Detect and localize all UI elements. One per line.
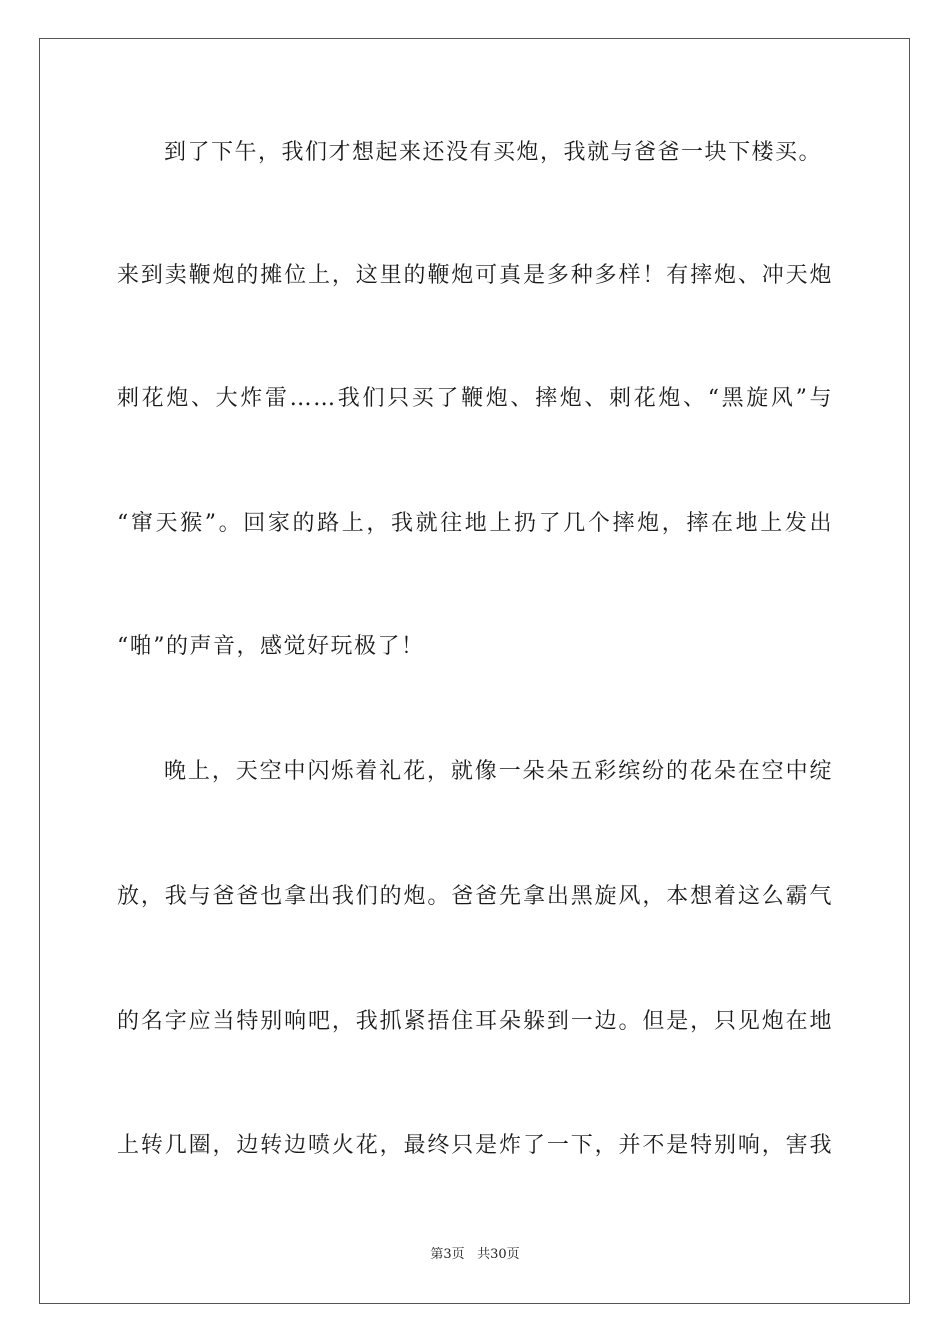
paragraph-line: “窜天猴”。回家的路上，我就往地上扔了几个摔炮，摔在地上发出: [117, 511, 833, 536]
page-footer: [0, 1246, 950, 1264]
paragraph-line: 刺花炮、大炸雷……我们只买了鞭炮、摔炮、刺花炮、“黑旋风”与: [117, 386, 833, 411]
paragraph-line: “啪”的声音，感觉好玩极了！: [117, 634, 425, 659]
paragraph-line: 放，我与爸爸也拿出我们的炮。爸爸先拿出黑旋风，本想着这么霸气: [117, 884, 833, 909]
paragraph-line: 上转几圈，边转边喷火花，最终只是炸了一下，并不是特别响，害我: [117, 1133, 833, 1158]
paragraph-line: 晚上，天空中闪烁着礼花，就像一朵朵五彩缤纷的花朵在空中绽: [164, 759, 833, 784]
page-number: 第3页: [430, 1247, 465, 1262]
paragraph-line: 来到卖鞭炮的摊位上，这里的鞭炮可真是多种多样！有摔炮、冲天炮: [117, 263, 833, 288]
page-total: 共30页: [477, 1247, 520, 1262]
page-frame: [39, 38, 910, 1304]
paragraph-line: 到了下午，我们才想起来还没有买炮，我就与爸爸一块下楼买。: [164, 140, 823, 165]
paragraph-line: 的名字应当特别响吧，我抓紧捂住耳朵躲到一边。但是，只见炮在地: [117, 1009, 833, 1034]
